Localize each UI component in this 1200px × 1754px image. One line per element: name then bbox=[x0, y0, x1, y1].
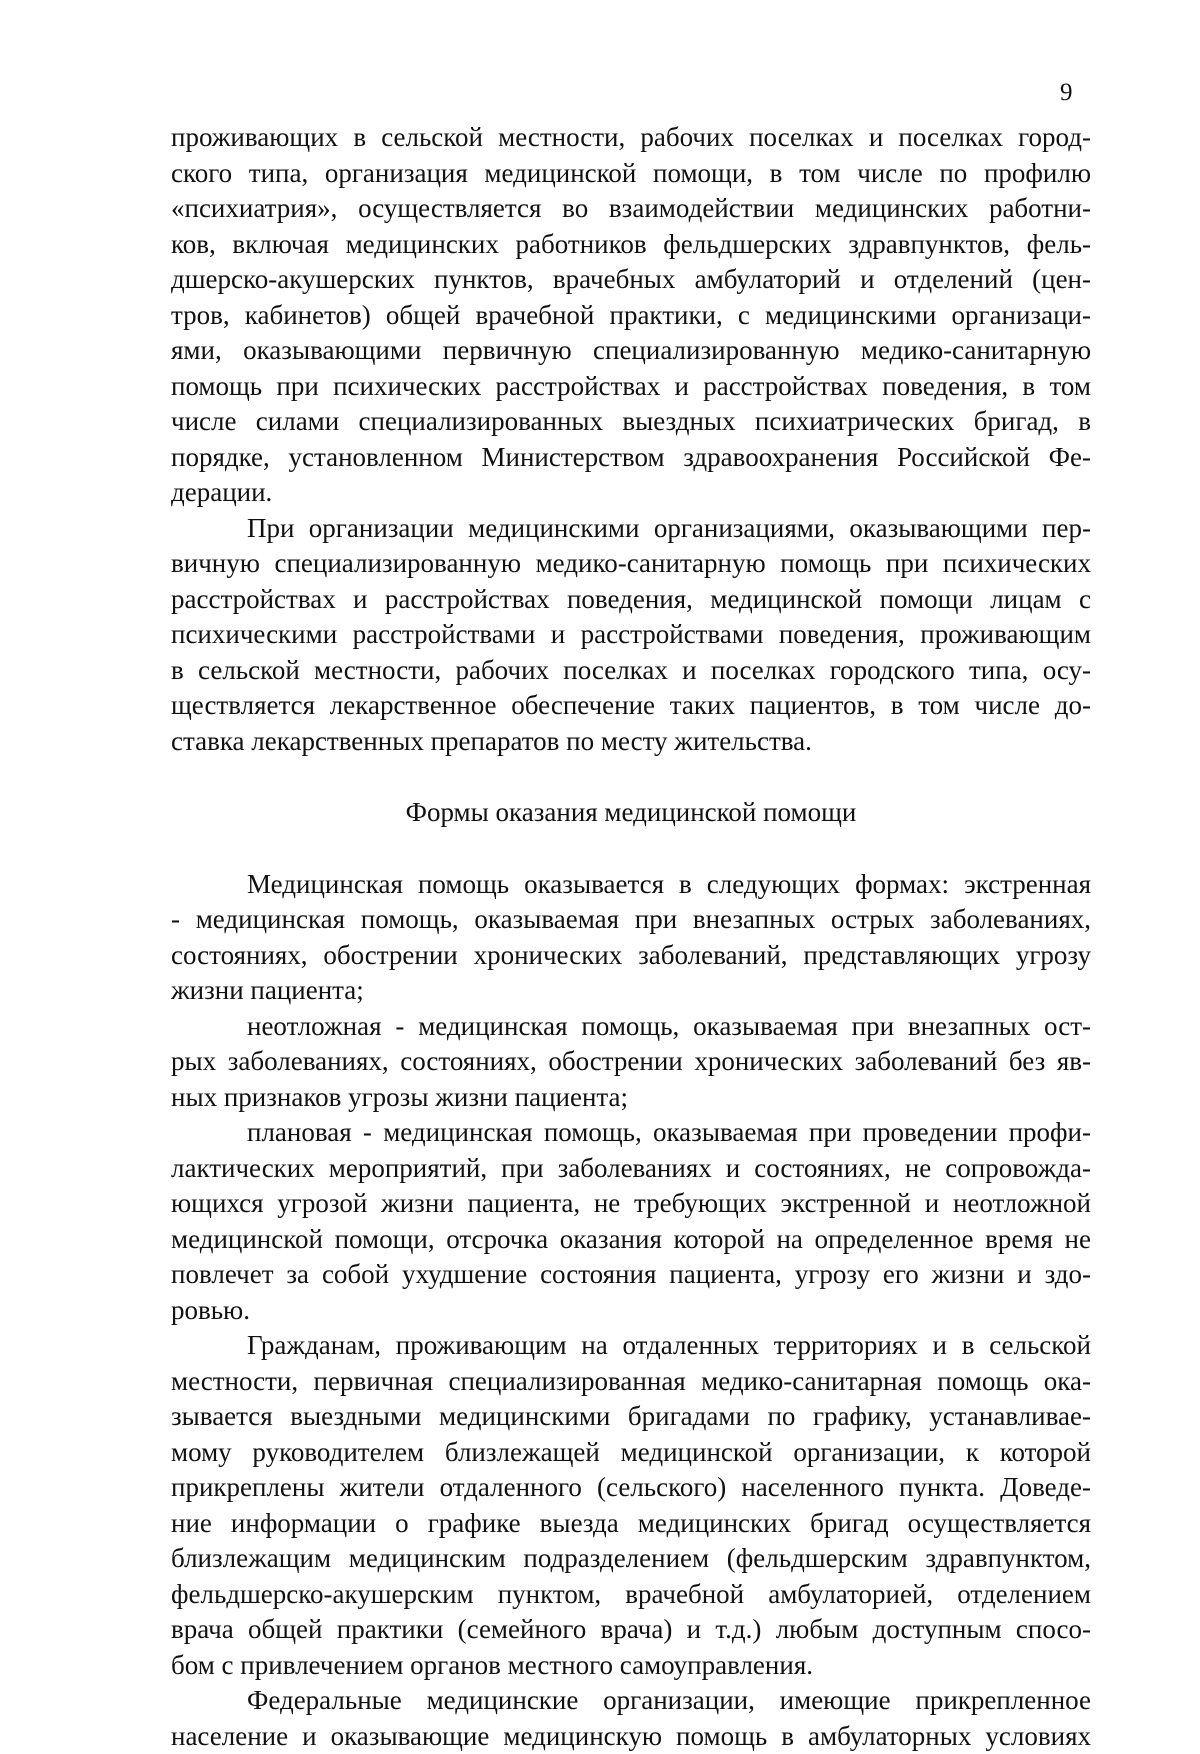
text-line: состояниях, обострении хронических заболеваний, представляющих угрозу bbox=[171, 938, 1091, 974]
paragraph-emergency-form bbox=[171, 867, 1091, 1009]
text-line: дшерско-акушерских пунктов, врачебных амбулаторий и отделений (цен- bbox=[171, 262, 1091, 298]
text-line: - медицинская помощь, оказываемая при внезапных острых заболеваниях, bbox=[171, 902, 1091, 938]
text-line: ков, включая медицинских работников фельдшерских здравпунктов, фель- bbox=[171, 227, 1091, 263]
document-body bbox=[171, 120, 1091, 1754]
text-line: ющихся угрозой жизни пациента, не требующих экстренной и неотложной bbox=[171, 1186, 1091, 1222]
text-line: порядке, установленном Министерством здравоохранения Российской Фе- bbox=[171, 440, 1091, 476]
text-line: ных признаков угрозы жизни пациента; bbox=[171, 1080, 1091, 1116]
text-line: бом с привлечением органов местного самоуправления. bbox=[171, 1648, 1091, 1684]
text-line: зывается выездными медицинскими бригадами по графику, устанавливае- bbox=[171, 1399, 1091, 1435]
text-line: вичную специализированную медико-санитарную помощь при психических bbox=[171, 546, 1091, 582]
text-line: фельдшерско-акушерским пунктом, врачебной амбулаторией, отделением bbox=[171, 1577, 1091, 1613]
text-line: ровью. bbox=[171, 1293, 1091, 1329]
paragraph-drug-supply bbox=[171, 511, 1091, 760]
text-line: помощь при психических расстройствах и расстройствах поведения, в том bbox=[171, 369, 1091, 405]
paragraph-rural-psychiatry-continued bbox=[171, 120, 1091, 511]
text-line: расстройствах и расстройствах поведения, медицинской помощи лицам с bbox=[171, 582, 1091, 618]
text-line: плановая - медицинская помощь, оказываемая при проведении профи- bbox=[171, 1115, 1091, 1151]
text-line: числе силами специализированных выездных психиатрических бригад, в bbox=[171, 404, 1091, 440]
text-line: в сельской местности, рабочих поселках и поселках городского типа, осу- bbox=[171, 653, 1091, 689]
text-line: ние информации о графике выезда медицинских бригад осуществляется bbox=[171, 1506, 1091, 1542]
text-line: ставка лекарственных препаратов по месту жительства. bbox=[171, 724, 1091, 760]
paragraph-urgent-form bbox=[171, 1009, 1091, 1116]
text-line: ществляется лекарственное обеспечение таких пациентов, в том числе до- bbox=[171, 688, 1091, 724]
section-heading: Формы оказания медицинской помощи bbox=[171, 795, 1091, 831]
text-line: психическими расстройствами и расстройствами поведения, проживающим bbox=[171, 617, 1091, 653]
text-line: Медицинская помощь оказывается в следующих формах: экстренная bbox=[171, 867, 1091, 903]
text-line: рых заболеваниях, состояниях, обострении хронических заболеваний без яв- bbox=[171, 1044, 1091, 1080]
text-line: При организации медицинскими организациями, оказывающими пер- bbox=[171, 511, 1091, 547]
text-line: ями, оказывающими первичную специализированную медико-санитарную bbox=[171, 333, 1091, 369]
text-line: мому руководителем близлежащей медицинской организации, к которой bbox=[171, 1435, 1091, 1471]
text-line: жизни пациента; bbox=[171, 973, 1091, 1009]
text-line: проживающих в сельской местности, рабочих поселках и поселках город- bbox=[171, 120, 1091, 156]
text-line: местности, первичная специализированная медико-санитарная помощь ока- bbox=[171, 1364, 1091, 1400]
paragraph-federal-organisations bbox=[171, 1683, 1091, 1754]
text-line: медицинской помощи, отсрочка оказания которой на определенное время не bbox=[171, 1222, 1091, 1258]
text-line: ского типа, организация медицинской помощи, в том числе по профилю bbox=[171, 156, 1091, 192]
text-line: дерации. bbox=[171, 475, 1091, 511]
text-line: близлежащим медицинским подразделением (фельдшерским здравпунктом, bbox=[171, 1541, 1091, 1577]
text-line: врача общей практики (семейного врача) и т.д.) любым доступным спосо- bbox=[171, 1612, 1091, 1648]
text-line: тров, кабинетов) общей врачебной практики, с медицинскими организаци- bbox=[171, 298, 1091, 334]
text-line: население и оказывающие медицинскую помощь в амбулаторных условиях bbox=[171, 1719, 1091, 1754]
text-line: лактических мероприятий, при заболеваниях и состояниях, не сопровожда- bbox=[171, 1151, 1091, 1187]
text-line: повлечет за собой ухудшение состояния пациента, угрозу его жизни и здо- bbox=[171, 1257, 1091, 1293]
text-line: Федеральные медицинские организации, имеющие прикрепленное bbox=[171, 1683, 1091, 1719]
paragraph-planned-form bbox=[171, 1115, 1091, 1328]
text-line: «психиатрия», осуществляется во взаимодействии медицинских работни- bbox=[171, 191, 1091, 227]
text-line: прикреплены жители отдаленного (сельского) населенного пункта. Доведе- bbox=[171, 1470, 1091, 1506]
paragraph-remote-territories bbox=[171, 1328, 1091, 1683]
page-number: 9 bbox=[1060, 78, 1073, 108]
text-line: неотложная - медицинская помощь, оказываемая при внезапных ост- bbox=[171, 1009, 1091, 1045]
text-line: Гражданам, проживающим на отдаленных территориях и в сельской bbox=[171, 1328, 1091, 1364]
